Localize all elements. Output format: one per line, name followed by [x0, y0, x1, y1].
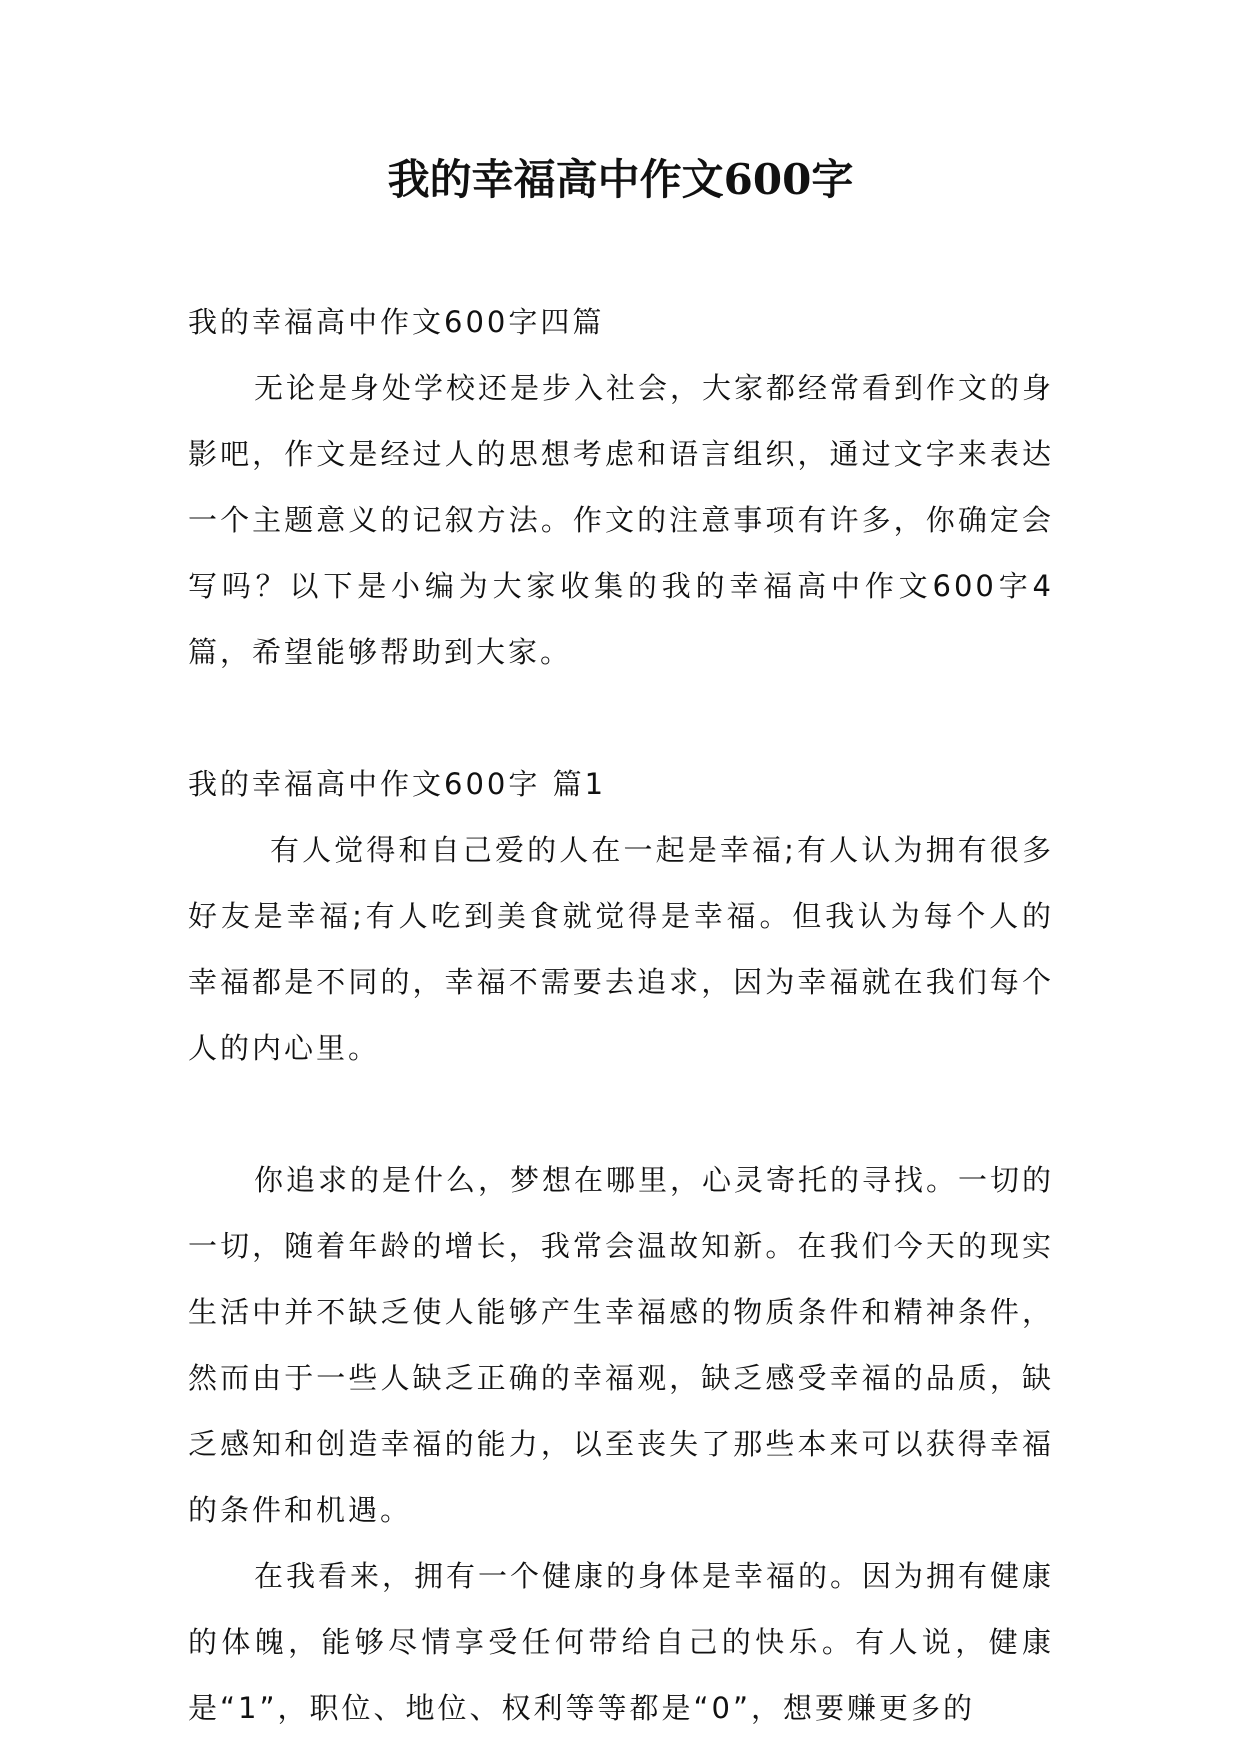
paragraph-1: 有人觉得和自己爱的人在一起是幸福;有人认为拥有很多好友是幸福;有人吃到美食就觉得是幸福。但我认为每个人的幸福都是不同的，幸福不需要去追求，因为幸福就在我们每个人的内心里。	[188, 833, 1054, 1065]
paragraph-3: 在我看来，拥有一个健康的身体是幸福的。因为拥有健康的体魄，能够尽情享受任何带给自己的快乐。有人说，健康是“1”，职位、地位、权利等等都是“0”，想要赚更多的	[188, 1559, 1055, 1725]
document-title: 我的幸福高中作文600字	[387, 155, 854, 204]
document-body	[188, 289, 1054, 1741]
intro-paragraph: 无论是身处学校还是步入社会，大家都经常看到作文的身影吧，作文是经过人的思想考虑和语言组织，通过文字来表达一个主题意义的记叙方法。作文的注意事项有许多，你确定会写吗？以下是小编为大家收集的我的幸福高中作文600字4篇，希望能够帮助到大家。	[188, 371, 1055, 669]
section-heading: 我的幸福高中作文600字 篇1	[188, 767, 607, 801]
document-subtitle: 我的幸福高中作文600字四篇	[188, 305, 605, 339]
paragraph-2: 你追求的是什么，梦想在哪里，心灵寄托的寻找。一切的一切，随着年龄的增长，我常会温故知新。在我们今天的现实生活中并不缺乏使人能够产生幸福感的物质条件和精神条件，然而由于一些人缺乏正确的幸福观，缺乏感受幸福的品质，缺乏感知和创造幸福的能力，以至丧失了那些本来可以获得幸福的条件和机遇。	[188, 1163, 1055, 1527]
